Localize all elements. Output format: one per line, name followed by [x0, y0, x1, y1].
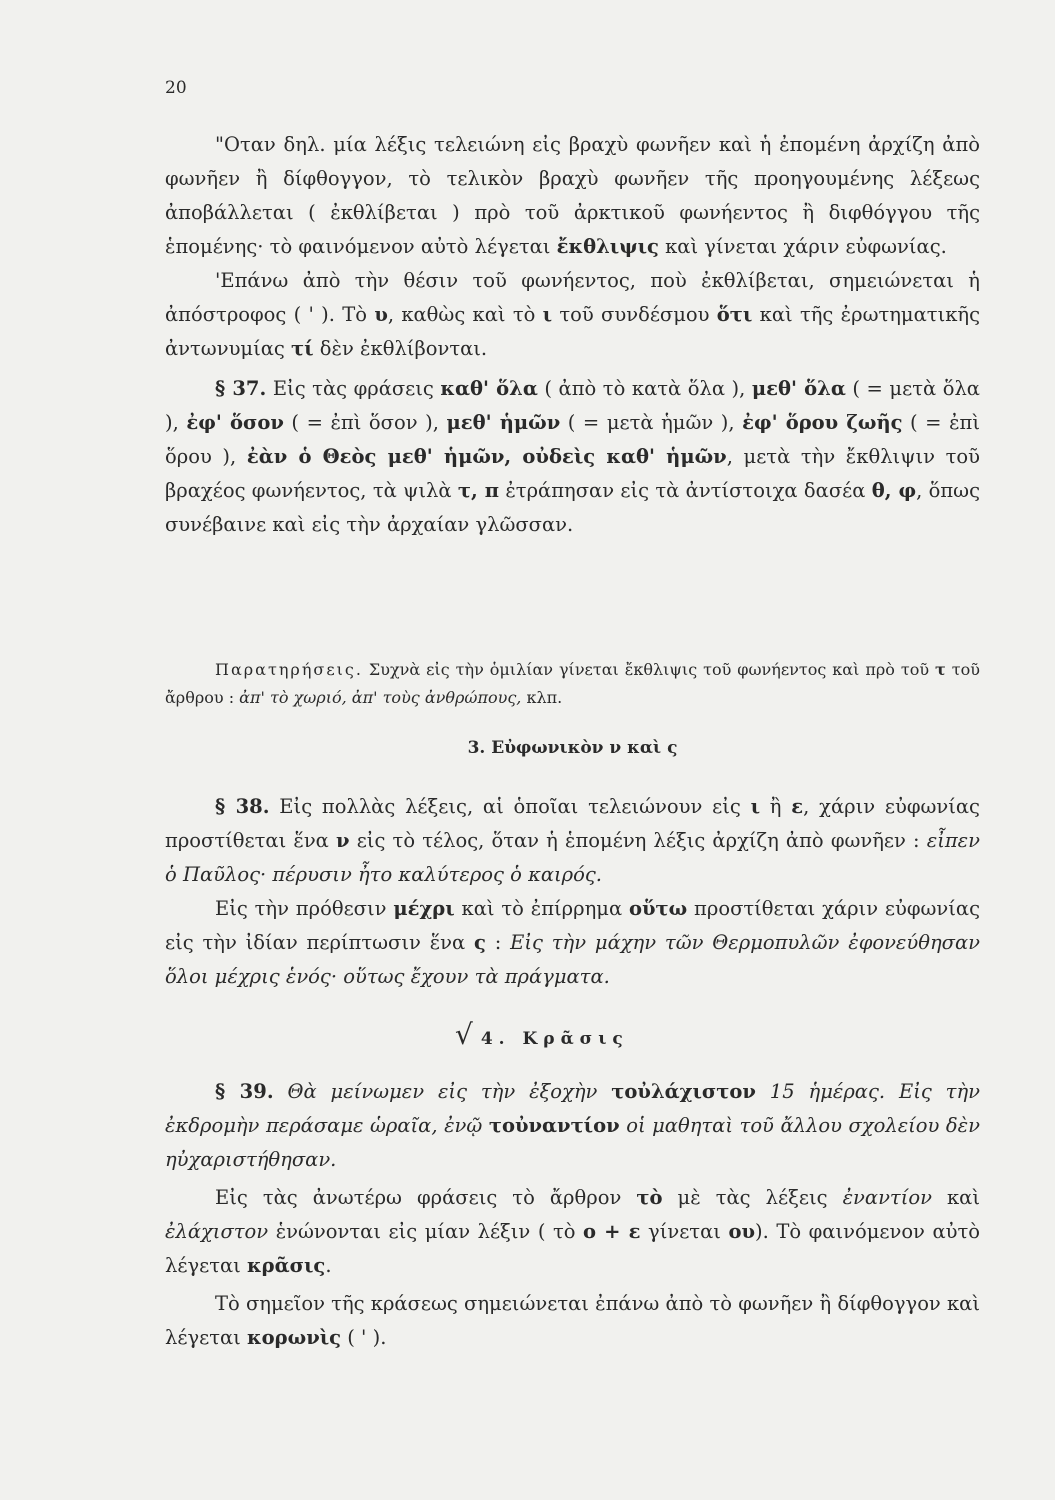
heading-krasis: √ 4. Κρᾶσις [455, 1018, 629, 1051]
section-39 [165, 1075, 980, 1355]
observations-note [165, 656, 980, 712]
section-number-39: § 39. [215, 1080, 274, 1103]
paragraph-section-38: § 38. Εἰς πολλὰς λέξεις, αἱ ὁποῖαι τελειώνουν εἰς ι ἢ ε, χάριν εὐφωνίας προστίθεται ἕνα ν εἰς τὸ τέλος, ὅταν ἡ ἑπομένη λέξις ἀρχίζη ἀπὸ φωνῆεν : εἶπεν ὁ Παῦλος· πέρυσιν ἦτο καλύτερος ὁ καιρός. [165, 795, 980, 886]
page-number: 20 [165, 78, 187, 98]
term-koronis: κορωνὶς [247, 1326, 342, 1349]
paragraph-observations: Παρατηρήσεις. Συχνὰ εἰς τὴν ὁμιλίαν γίνεται ἔκθλιψις τοῦ φωνήεντος καὶ πρὸ τοῦ τ τοῦ ἄρθρου : ἀπ' τὸ χωριό, ἀπ' τοὺς ἀνθρώπους, κλπ. [165, 660, 980, 707]
section-number-37: § 37. [215, 377, 267, 400]
section-38 [165, 790, 980, 994]
observations-label: Παρατηρήσεις. [215, 660, 363, 679]
paragraph-koronis: Τὸ σημεῖον τῆς κράσεως σημειώνεται ἐπάνω ἀπὸ τὸ φωνῆεν ἢ δίφθογγον καὶ λέγεται κορωνὶς ( ' ). [165, 1292, 980, 1349]
term-ekthlipsis: ἔκθλιψις [556, 235, 659, 258]
paragraph-mechri-outo: Εἰς τὴν πρόθεσιν μέχρι καὶ τὸ ἐπίρρημα οὕτω προστίθεται χάριν εὐφωνίας εἰς τὴν ἰδίαν περίπτωσιν ἕνα ς : Εἰς τὴν μάχην τῶν Θερμοπυλῶν ἐφονεύθησαν ὅλοι μέχρις ἑνός· οὕτως ἔχουν τὰ πράγματα. [165, 897, 981, 988]
section-number-38: § 38. [215, 795, 270, 818]
paragraph-section-37: § 37. Εἰς τὰς φράσεις καθ' ὅλα ( ἀπὸ τὸ κατὰ ὅλα ), μεθ' ὅλα ( = μετὰ ὅλα ), ἐφ' ὅσον ( = ἐπὶ ὅσον ), μεθ' ἡμῶν ( = μετὰ ἡμῶν ), ἐφ' ὅρου ζωῆς ( = ἐπὶ ὅρου ), ἐὰν ὁ Θεὸς μεθ' ἡμῶν, οὐδεὶς καθ' ἡμῶν, μετὰ τὴν ἔκθλιψιν τοῦ βραχέος φωνήεντος, τὰ ψιλὰ τ, π ἐτράπησαν εἰς τὰ ἀντίστοιχα δασέα θ, φ, ὅπως συνέβαινε καὶ εἰς τὴν ἀρχαίαν γλῶσσαν. [165, 377, 980, 536]
paragraph-apostrophe: 'Επάνω ἀπὸ τὴν θέσιν τοῦ φωνήεντος, ποὺ ἐκθλίβεται, σημειώνεται ἡ ἀπόστροφος ( ' ). Τὸ υ, καθὼς καὶ τὸ ι τοῦ συνδέσμου ὅτι καὶ τῆς ἐρωτηματικῆς ἀντωνυμίας τί δὲν ἐκθλίβονται. [165, 269, 981, 360]
paragraph-krasis-explanation: Εἰς τὰς ἀνωτέρω φράσεις τὸ ἄρθρον τὸ μὲ τὰς λέξεις ἐναντίον καὶ ἐλάχιστον ἑνώνονται εἰς μίαν λέξιν ( τὸ ο + ε γίνεται ου). Τὸ φαινόμενον αὐτὸ λέγεται κρᾶσις. [165, 1186, 981, 1277]
check-mark: √ [455, 1018, 479, 1051]
section-ekthlipsis [165, 128, 980, 542]
heading-euphonic-n-s: 3. Εὐφωνικὸν ν καὶ ς [467, 738, 678, 758]
paragraph-section-39: § 39. Θὰ μείνωμεν εἰς τὴν ἐξοχὴν τοὐλάχιστον 15 ἡμέρας. Εἰς τὴν ἐκδρομὴν περάσαμε ὡραῖα, ἐνῷ τοὐναντίον οἱ μαθηταὶ τοῦ ἄλλου σχολείου δὲν ηὐχαριστήθησαν. [165, 1080, 980, 1171]
paragraph-ekthlipsis-definition: "Οταν δηλ. μία λέξις τελειώνη εἰς βραχὺ φωνῆεν καὶ ἡ ἐπομένη ἀρχίζη ἀπὸ φωνῆεν ἢ δίφθογγον, τὸ τελικὸν βραχὺ φωνῆεν τῆς προηγουμένης λέξεως ἀποβάλλεται ( ἐκθλίβεται ) πρὸ τοῦ ἀρκτικοῦ φωνήεντος ἢ διφθόγγου τῆς ἑπομένης· τὸ φαινόμενον αὐτὸ λέγεται ἔκθλιψις καὶ γίνεται χάριν εὐφωνίας. [165, 133, 980, 258]
term-krasis: κρᾶσις [247, 1254, 326, 1277]
